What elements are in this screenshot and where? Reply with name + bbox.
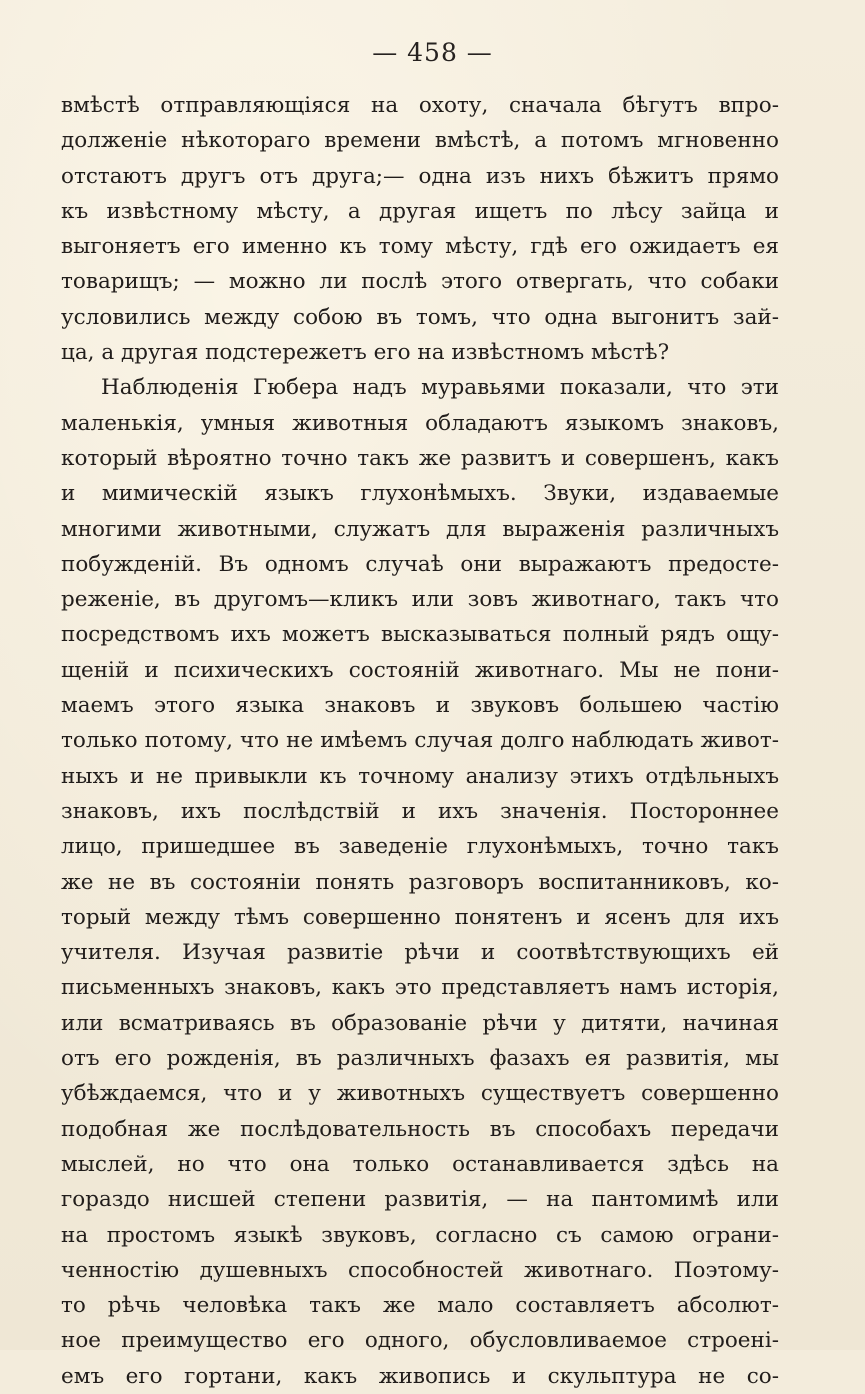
text-line: отстаютъ другъ отъ друга;— одна изъ нихъ бѣжитъ прямо bbox=[61, 163, 779, 189]
text-line: къ извѣстному мѣсту, а другая ищетъ по лѣсу зайца и bbox=[61, 198, 779, 224]
text-line: емъ его гортани, какъ живопись и скульптура не со- bbox=[61, 1363, 779, 1389]
text-line: посредствомъ ихъ можетъ высказываться полный рядъ ощу- bbox=[61, 622, 779, 648]
text-line: на простомъ языкѣ звуковъ, согласно съ самою ограни- bbox=[61, 1222, 779, 1248]
body-text bbox=[61, 88, 779, 1394]
text-line: только потому, что не имѣемъ случая долго наблюдать живот- bbox=[61, 728, 779, 754]
text-line: ченностію душевныхъ способностей животнаго. Поэтому- bbox=[61, 1257, 779, 1283]
text-line: подобная же послѣдовательность въ способахъ передачи bbox=[61, 1116, 779, 1142]
text-line: долженіе нѣкотораго времени вмѣстѣ, а потомъ мгновенно bbox=[61, 128, 779, 154]
text-line: же не въ состояніи понять разговоръ воспитанниковъ, ко- bbox=[61, 869, 779, 895]
text-line: реженіе, въ другомъ—кликъ или зовъ животнаго, такъ что bbox=[61, 587, 779, 613]
text-line: или всматриваясь въ образованіе рѣчи у дитяти, начиная bbox=[61, 1010, 779, 1036]
text-line: мыслей, но что она только останавливается здѣсь на bbox=[61, 1151, 779, 1177]
text-line: побужденій. Въ одномъ случаѣ они выражаютъ предосте- bbox=[61, 551, 779, 577]
text-line: отъ его рожденія, въ различныхъ фазахъ ея развитія, мы bbox=[61, 1046, 779, 1072]
text-line: щеній и психическихъ состояній животнаго. Мы не пони- bbox=[61, 657, 779, 683]
text-line: лицо, пришедшее въ заведеніе глухонѣмыхъ, точно такъ bbox=[61, 834, 779, 860]
text-line: учителя. Изучая развитіе рѣчи и соотвѣтствующихъ ей bbox=[61, 940, 779, 966]
text-line: который вѣроятно точно такъ же развитъ и совершенъ, какъ bbox=[61, 445, 779, 471]
text-line: ное преимущество его одного, обусловливаемое строені- bbox=[61, 1328, 779, 1354]
page-number: — 458 — bbox=[372, 38, 493, 67]
text-line: маленькія, умныя животныя обладаютъ языкомъ знаковъ, bbox=[61, 410, 779, 436]
text-line: условились между собою въ томъ, что одна выгонитъ зай- bbox=[61, 304, 779, 330]
text-line: ныхъ и не привыкли къ точному анализу этихъ отдѣльныхъ bbox=[61, 763, 779, 789]
text-line: знаковъ, ихъ послѣдствій и ихъ значенія. Постороннее bbox=[61, 798, 779, 824]
text-line: товарищъ; — можно ли послѣ этого отвергать, что собаки bbox=[61, 269, 779, 295]
text-line: и мимическій языкъ глухонѣмыхъ. Звуки, издаваемые bbox=[61, 481, 779, 507]
text-line: гораздо нисшей степени развитія, — на пантомимѣ или bbox=[61, 1187, 779, 1213]
paragraph-start-line: Наблюденія Гюбера надъ муравьями показали, что эти bbox=[101, 375, 779, 401]
text-line: ца, а другая подстережетъ его на извѣстномъ мѣстѣ? bbox=[61, 340, 670, 366]
text-line: маемъ этого языка знаковъ и звуковъ большею частію bbox=[61, 693, 779, 719]
text-line: многими животными, служатъ для выраженія различныхъ bbox=[61, 516, 779, 542]
text-line: убѣждаемся, что и у животныхъ существуетъ совершенно bbox=[61, 1081, 779, 1107]
text-line: то рѣчь человѣка такъ же мало составляетъ абсолют- bbox=[61, 1293, 779, 1319]
text-line: торый между тѣмъ совершенно понятенъ и ясенъ для ихъ bbox=[61, 904, 779, 930]
text-line: вмѣстѣ отправляющіяся на охоту, сначала бѣгутъ впро- bbox=[61, 93, 779, 118]
text-line: выгоняетъ его именно къ тому мѣсту, гдѣ его ожидаетъ ея bbox=[61, 234, 779, 260]
text-line: письменныхъ знаковъ, какъ это представляетъ намъ исторія, bbox=[61, 975, 779, 1001]
